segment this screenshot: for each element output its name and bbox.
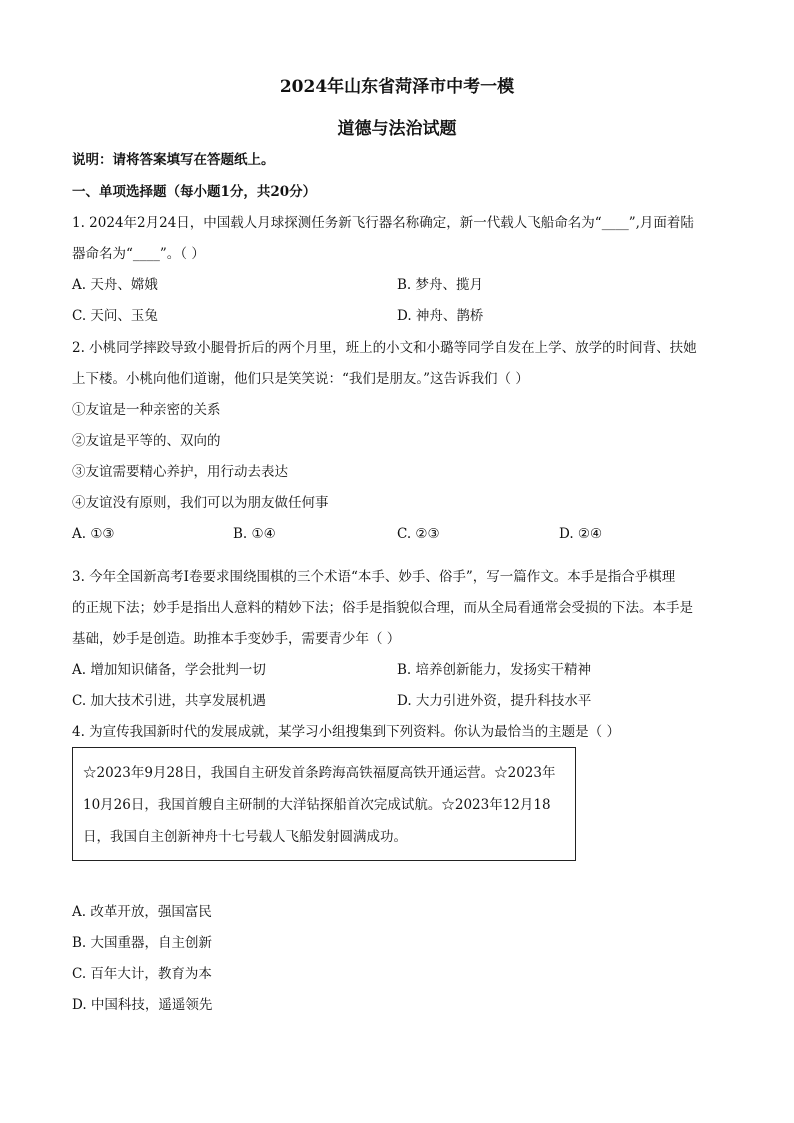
q3-stem-line-1: 3. 今年全国新高考Ⅰ卷要求围绕围棋的三个术语“本手、妙手、俗手”，写一篇作文。本手是指合乎棋理 [72, 569, 676, 585]
q1-stem-line-2: 器命名为“____”。（ ） [72, 246, 205, 262]
q4-option-c: C. 百年大计，教育为本 [72, 966, 212, 982]
q4-material-box [72, 747, 576, 861]
q2-item-3: ③友谊需要精心养护，用行动去表达 [72, 464, 288, 480]
q1-option-d: D. 神舟、鹊桥 [397, 308, 484, 324]
q2-option-c: C. ②③ [397, 526, 440, 542]
q2-option-b: B. ①④ [233, 526, 276, 542]
q3-option-a: A. 增加知识储备，学会批判一切 [72, 662, 266, 678]
q2-option-d: D. ②④ [559, 526, 603, 542]
q4-material-line-1: ☆2023年9月28日，我国自主研发首条跨海高铁福厦高铁开通运营。☆2023年 [83, 765, 556, 781]
q1-stem-line-1: 1. 2024年2月24日，中国载人月球探测任务新飞行器名称确定，新一代载人飞船命名为“____”,月面着陆 [72, 215, 694, 231]
exam-subtitle: 道德与法治试题 [337, 119, 457, 139]
q4-option-d: D. 中国科技，遥遥领先 [72, 997, 213, 1013]
q2-item-2: ②友谊是平等的、双向的 [72, 433, 221, 449]
q4-material-line-2: 10月26日，我国首艘自主研制的大洋钻探船首次完成试航。☆2023年12月18 [83, 797, 551, 813]
q1-option-a: A. 天舟、嫦娥 [72, 277, 158, 293]
q4-material-line-3: 日，我国自主创新神舟十七号载人飞船发射圆满成功。 [83, 829, 407, 845]
q4-option-a: A. 改革开放，强国富民 [72, 904, 212, 920]
q2-item-4: ④友谊没有原则，我们可以为朋友做任何事 [72, 495, 329, 511]
q1-option-b: B. 梦舟、揽月 [397, 277, 484, 293]
instructions: 说明：请将答案填写在答题纸上。 [72, 152, 275, 168]
q3-option-d: D. 大力引进外资，提升科技水平 [397, 693, 592, 709]
q2-item-1: ①友谊是一种亲密的关系 [72, 402, 221, 418]
q3-option-c: C. 加大技术引进，共享发展机遇 [72, 693, 266, 709]
q2-option-a: A. ①③ [72, 526, 115, 542]
exam-title: 2024年山东省菏泽市中考一模 [279, 77, 515, 97]
q1-option-c: C. 天问、玉兔 [72, 308, 158, 324]
q4-stem-line-1: 4. 为宣传我国新时代的发展成就，某学习小组搜集到下列资料。你认为最恰当的主题是（ ） [72, 724, 620, 740]
section-heading: 一、单项选择题（每小题1分，共20分） [72, 184, 317, 200]
q2-stem-line-2: 上下楼。小桃向他们道谢，他们只是笑笑说：“我们是朋友。”这告诉我们（ ） [72, 371, 529, 387]
q3-option-b: B. 培养创新能力，发扬实干精神 [397, 662, 592, 678]
q3-stem-line-3: 基础，妙手是创造。助推本手变妙手，需要青少年（ ） [72, 631, 401, 647]
q3-stem-line-2: 的正规下法；妙手是指出人意料的精妙下法；俗手是指貌似合理，而从全局看通常会受损的下法。本手是 [72, 600, 693, 616]
q4-option-b: B. 大国重器，自主创新 [72, 935, 213, 951]
q2-stem-line-1: 2. 小桃同学摔跤导致小腿骨折后的两个月里，班上的小文和小璐等同学自发在上学、放学的时间背、扶她 [72, 340, 697, 356]
